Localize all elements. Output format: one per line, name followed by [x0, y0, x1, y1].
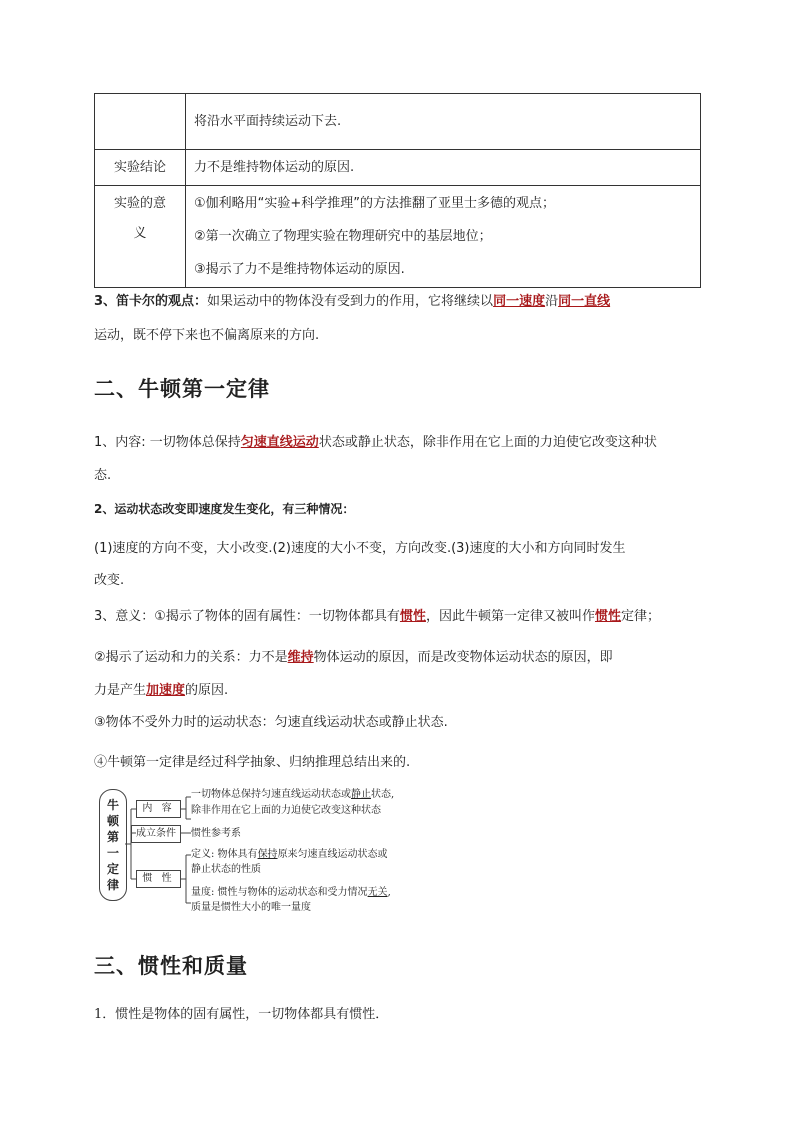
diagram-text-part: 定义: 物体具有	[191, 849, 258, 860]
diagram-underlined: 保持	[257, 849, 278, 860]
highlight-term: 维持	[287, 650, 314, 665]
diagram-text	[191, 788, 394, 802]
inertia-box: 惯 性	[136, 870, 181, 888]
root-char: 第	[106, 830, 119, 844]
paragraph-line: 1．惯性是物体的固有属性，一切物体都具有惯性．	[94, 1007, 389, 1022]
paragraph-text: 的原因.	[185, 683, 229, 698]
paragraph-text: ②揭示了运动和力的关系：力不是	[94, 650, 288, 665]
table-row	[95, 94, 701, 150]
root-char: 定	[106, 862, 119, 876]
paragraph-text: 1、内容: 一切物体总保持	[94, 435, 241, 450]
highlight-term: 同一速度	[493, 294, 546, 309]
table-cell	[186, 186, 701, 288]
table-cell-text: 将沿水平面持续运动下去.	[194, 114, 342, 129]
experiment-table	[94, 93, 701, 288]
paragraph-line: 态.	[94, 468, 112, 483]
paragraph-text: 沿	[545, 294, 559, 309]
table-cell-text: ①伽利略用“实验+科学推理”的方法推翻了亚里士多德的观点；	[194, 196, 556, 211]
diagram-text-part: 原来匀速直线运动状态或	[277, 849, 388, 860]
condition-box: 成立条件	[131, 825, 181, 843]
paragraph-text: 力是产生	[94, 683, 147, 698]
root-oval	[99, 789, 127, 901]
diagram-text: 除非作用在它上面的力迫使它改变这种状态	[191, 805, 381, 816]
highlight-term: 惯性	[399, 609, 426, 624]
table-cell-empty	[95, 94, 186, 150]
paragraph-line	[94, 679, 228, 698]
paragraph-text: 定律；	[620, 609, 660, 624]
highlight-term: 同一直线	[558, 294, 611, 309]
highlight-term: 惯性	[594, 609, 621, 624]
paragraph-line: 改变.	[94, 573, 125, 588]
table-row	[95, 150, 701, 186]
paragraph-text: 3、意义：①揭示了物体的固有属性：一切物体都具有	[94, 609, 400, 624]
descartes-paragraph	[94, 290, 610, 309]
root-char: 一	[106, 846, 119, 860]
paragraph-line: 运动，既不停下来也不偏离原来的方向.	[94, 328, 320, 343]
diagram-text: 质量是惯性大小的唯一量度	[191, 902, 311, 913]
paragraph-text: ，因此牛顿第一定律又被叫作	[425, 609, 595, 624]
paragraph-line: ③物体不受外力时的运动状态：匀速直线运动状态或静止状态.	[94, 715, 448, 730]
diagram-underlined: 静止	[351, 789, 371, 800]
paragraph-line	[94, 646, 613, 665]
diagram-text	[191, 848, 388, 862]
table-cell-text: ③揭示了力不是维持物体运动的原因.	[194, 262, 405, 277]
diagram-text: 惯性参考系	[191, 828, 241, 839]
concept-diagram	[94, 779, 424, 919]
table-label-line: 义	[133, 226, 147, 241]
section-title: 三、惯性和质量	[94, 954, 248, 978]
paragraph-text: 状态或静止状态，除非作用在它上面的力迫使它改变这种状	[318, 435, 657, 450]
diagram-text: 静止状态的性质	[191, 864, 261, 875]
diagram-text-part: 一切物体总保持匀速直线运动状态或	[191, 789, 351, 800]
root-char: 顿	[106, 814, 119, 828]
table-cell	[186, 94, 701, 150]
content-box: 内 容	[136, 800, 181, 818]
diagram-text-part: ,	[387, 887, 391, 898]
table-cell-text: ②第一次确立了物理实验在物理研究中的基层地位；	[194, 229, 492, 244]
table-label-line: 实验的意	[113, 196, 166, 211]
paragraph-text: 如果运动中的物体没有受到力的作用，它将继续以	[207, 294, 494, 309]
diagram-text-part: 状态,	[371, 789, 395, 800]
highlight-term: 匀速直线运动	[240, 435, 319, 450]
table-label	[95, 186, 186, 288]
table-label: 实验结论	[95, 150, 186, 186]
paragraph-line: 2、运动状态改变即速度发生变化，有三种情况：	[94, 502, 355, 516]
root-char: 律	[106, 878, 119, 892]
diagram-text	[191, 886, 391, 900]
diagram-text-part: 量度: 惯性与物体的运动状态和受力情况	[191, 887, 368, 898]
paragraph-prefix: 3、笛卡尔的观点：	[94, 294, 208, 309]
paragraph-text: 物体运动的原因，而是改变物体运动状态的原因，即	[313, 650, 613, 665]
paragraph-line: ④牛顿第一定律是经过科学抽象、归纳推理总结出来的.	[94, 755, 411, 770]
table-cell	[186, 150, 701, 186]
root-char: 牛	[106, 798, 119, 812]
paragraph-line	[94, 605, 660, 624]
highlight-term: 加速度	[146, 683, 186, 698]
section-title: 二、牛顿第一定律	[94, 377, 270, 401]
paragraph-line	[94, 431, 657, 450]
diagram-underlined: 无关	[367, 887, 388, 898]
table-cell-text: 力不是维持物体运动的原因.	[194, 160, 355, 175]
table-row	[95, 186, 701, 288]
paragraph-line: (1)速度的方向不变，大小改变.(2)速度的大小不变，方向改变.(3)速度的大小和方向同时发生	[94, 541, 626, 556]
